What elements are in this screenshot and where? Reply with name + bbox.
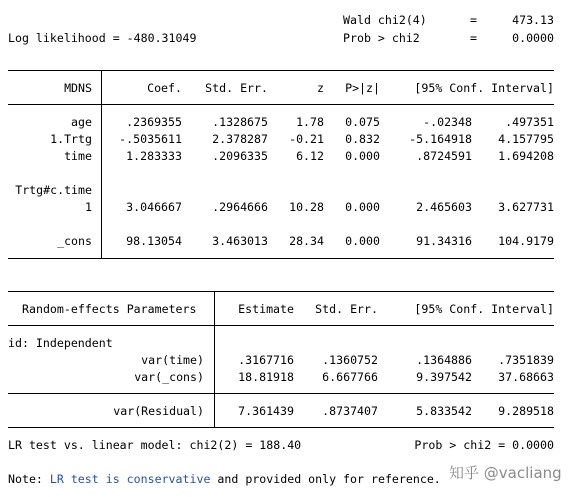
re-col-header-estimate: Estimate	[238, 302, 294, 316]
col-header-depvar: MDNS	[64, 81, 92, 95]
coef-cell: .2369355	[126, 115, 182, 129]
row-label: 1.Trtg	[50, 132, 92, 146]
note-prefix: Note:	[8, 472, 50, 486]
prob-eq: =	[470, 31, 477, 45]
note-line	[8, 472, 441, 486]
ci-low-cell: 2.465603	[416, 200, 472, 214]
lr-test-prob: Prob > chi2 = 0.0000	[414, 438, 554, 452]
ci-high-cell: 1.694208	[498, 149, 554, 163]
se-cell: .8737407	[322, 404, 378, 418]
stub-divider	[101, 70, 102, 259]
header-rule	[8, 104, 554, 105]
re-group-label: id: Independent	[8, 336, 113, 350]
row-label: _cons	[57, 234, 92, 248]
p-cell: 0.000	[345, 200, 380, 214]
prob-label: Prob > chi2	[343, 31, 420, 45]
note-link[interactable]: LR test is conservative	[49, 472, 211, 486]
ci-high-cell: 104.9179	[498, 234, 554, 248]
estimate-cell: 7.361439	[238, 404, 294, 418]
watermark-logo: 知乎	[449, 464, 480, 482]
note-suffix: and provided only for reference.	[210, 472, 441, 486]
ci-high-cell: 9.289518	[498, 404, 554, 418]
row-label: time	[64, 149, 92, 163]
p-cell: 0.000	[345, 234, 380, 248]
z-cell: 6.12	[296, 149, 324, 163]
ci-low-cell: -5.164918	[409, 132, 472, 146]
wald-label: Wald chi2(4)	[343, 13, 427, 27]
ci-low-cell: -.02348	[423, 115, 472, 129]
re-top-rule	[8, 291, 554, 292]
re-col-header-ci: [95% Conf. Interval]	[414, 302, 554, 316]
row-label: var(_cons)	[134, 370, 204, 384]
re-bottom-rule	[8, 427, 554, 428]
z-cell: -0.21	[289, 132, 324, 146]
ci-low-cell: 9.397542	[416, 370, 472, 384]
se-cell: .1360752	[322, 353, 378, 367]
re-header-rule	[8, 325, 554, 326]
ci-high-cell: .497351	[505, 115, 554, 129]
coef-cell: -.5035611	[119, 132, 182, 146]
wald-value: 473.13	[512, 13, 554, 27]
watermark-handle: @vacliang	[483, 464, 562, 482]
re-col-header-se: Std. Err.	[315, 302, 378, 316]
coef-cell: 1.283333	[126, 149, 182, 163]
log-likelihood: Log likelihood = -480.31049	[8, 31, 197, 45]
se-cell: .2096335	[212, 149, 268, 163]
se-cell: 3.463013	[212, 234, 268, 248]
estimate-cell: .3167716	[238, 353, 294, 367]
col-header-coef: Coef.	[147, 81, 182, 95]
estimate-cell: 18.81918	[238, 370, 294, 384]
table-bottom-rule	[8, 258, 554, 259]
col-header-se: Std. Err.	[205, 81, 268, 95]
ci-low-cell: .1364886	[416, 353, 472, 367]
ci-high-cell: 4.157795	[498, 132, 554, 146]
row-label: var(Residual)	[113, 404, 204, 418]
coef-cell: 98.13054	[126, 234, 182, 248]
ci-high-cell: 3.627731	[498, 200, 554, 214]
table-top-rule	[8, 70, 554, 71]
re-stub-divider	[214, 291, 215, 428]
prob-value: 0.0000	[512, 31, 554, 45]
p-cell: 0.000	[345, 149, 380, 163]
p-cell: 0.832	[345, 132, 380, 146]
row-label: var(time)	[141, 353, 204, 367]
row-label: age	[71, 115, 92, 129]
re-mid-rule	[8, 393, 554, 394]
se-cell: .2964666	[212, 200, 268, 214]
se-cell: 2.378287	[212, 132, 268, 146]
ci-low-cell: .8724591	[416, 149, 472, 163]
col-header-z: z	[317, 81, 324, 95]
watermark	[449, 462, 562, 483]
coef-cell: 3.046667	[126, 200, 182, 214]
se-cell: .1328675	[212, 115, 268, 129]
row-label: 1	[85, 200, 92, 214]
col-header-ci: [95% Conf. Interval]	[414, 81, 554, 95]
z-cell: 28.34	[289, 234, 324, 248]
ci-high-cell: .7351839	[498, 353, 554, 367]
ci-high-cell: 37.68663	[498, 370, 554, 384]
se-cell: 6.667766	[322, 370, 378, 384]
wald-eq: =	[470, 13, 477, 27]
col-header-p: P>|z|	[345, 81, 380, 95]
re-col-header-params: Random-effects Parameters	[22, 302, 197, 316]
p-cell: 0.075	[345, 115, 380, 129]
ci-low-cell: 91.34316	[416, 234, 472, 248]
z-cell: 10.28	[289, 200, 324, 214]
ci-low-cell: 5.833542	[416, 404, 472, 418]
lr-test-line: LR test vs. linear model: chi2(2) = 188.40	[8, 438, 302, 452]
z-cell: 1.78	[296, 115, 324, 129]
interaction-heading: Trtg#c.time	[15, 183, 92, 197]
